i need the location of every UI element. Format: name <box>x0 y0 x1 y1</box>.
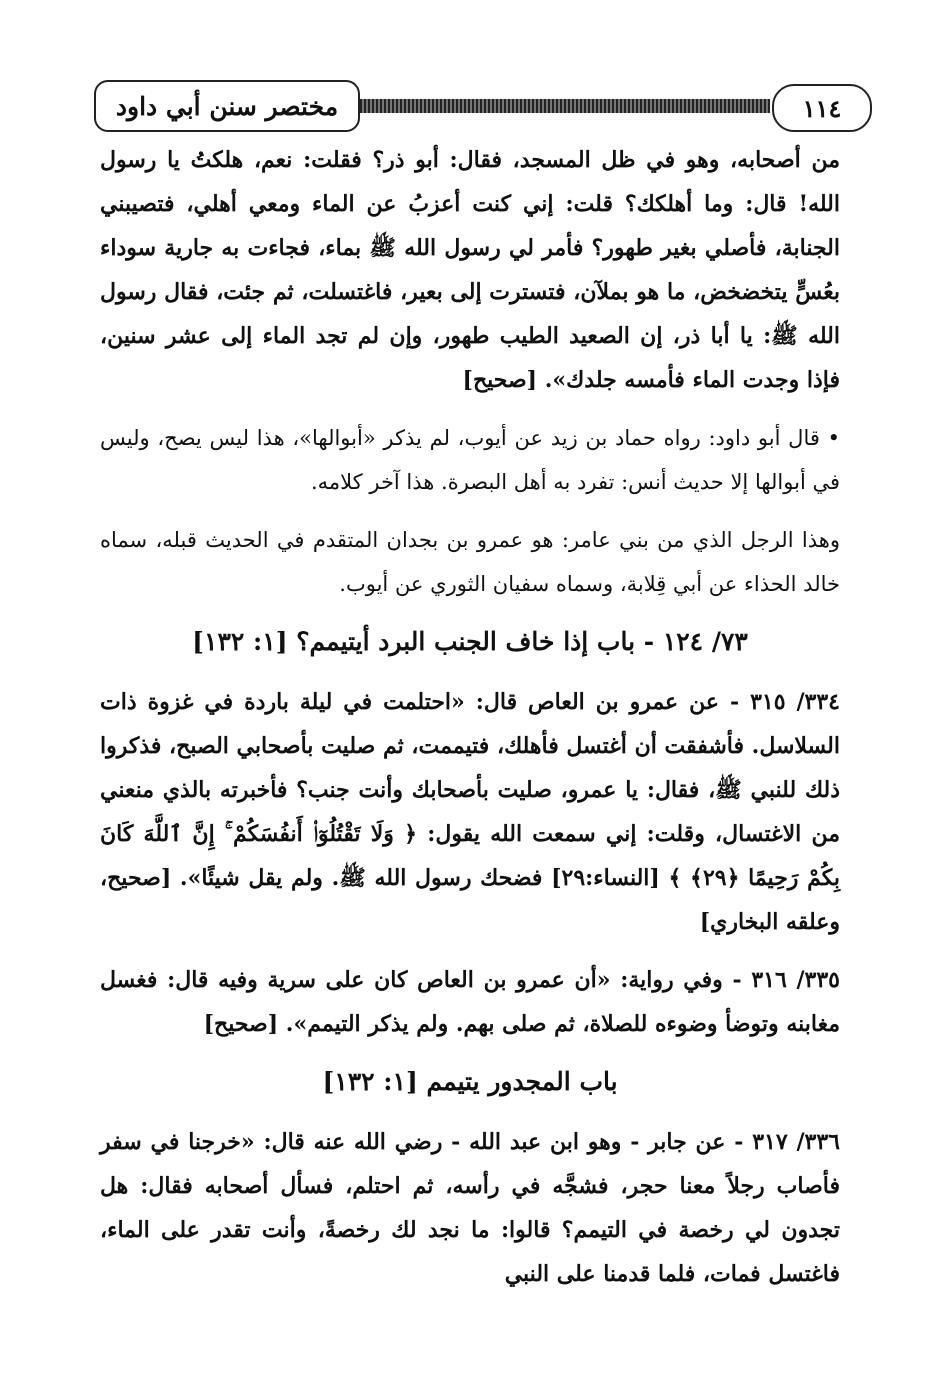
grade-label: [صحيح] <box>203 1011 279 1037</box>
abu-dawud-note <box>100 416 840 504</box>
paragraph-text: ٣٣٥/ ٣١٦ - وفي رواية: «أن عمرو بن العاص كان على سرية وفيه قال: فغسل مغابنه وتوضأ وضوءه للصلاة، ثم صلى بهم. ولم يذكر التيمم». <box>100 967 840 1037</box>
grade-label: [صحيح] <box>462 367 538 393</box>
chapter-heading: ٧٣/ ١٢٤ - باب إذا خاف الجنب البرد أيتيمم؟ [١: ١٣٢] <box>192 627 748 656</box>
commentary-paragraph <box>100 518 840 606</box>
paragraph-text: ٣٣٤/ ٣١٥ - عن عمرو بن العاص قال: «احتلمت في ليلة باردة في غزوة ذات السلاسل. فأشفقت أن أغتسل فأهلك، فتيممت، ثم صليت بأصحابي الصبح، فذكروا ذلك للنبي ﷺ، فقال: يا عمرو، صليت بأصحابك وأنت جنب؟ فأخبرته بالذي منعني من الاغتسال، وقلت: إني سمعت الله يقول: ﴿ وَلَا تَقْتُلُوٓا۟ أَنفُسَكُمْ ۚ إِنَّ ٱللَّهَ كَانَ بِكُمْ رَحِيمًا ﴿٢٩﴾ ﴾ [النساء:٢٩] فضحك رسول الله ﷺ. ولم يقل شيئًا». <box>99 689 840 891</box>
paragraph-text: • قال أبو داود: رواه حماد بن زيد عن أيوب، لم يذكر «أبوالها»، هذا ليس يصح، وليس في أبوالها إلا حديث أنس: تفرد به أهل البصرة. هذا آخر كلامه. <box>100 426 840 494</box>
hadith-paragraph <box>100 680 840 944</box>
paragraph-text: وهذا الرجل الذي من بني عامر: هو عمرو بن بجدان المتقدم في الحديث قبله، سماه خالد الحذاء عن أبي قِلابة، وسماه سفيان الثوري عن أيوب. <box>100 528 840 596</box>
grade-label: [صحيح، وعلقه البخاري] <box>100 865 840 935</box>
page-body <box>100 138 840 1310</box>
book-title: مختصر سنن أبي داود <box>94 80 360 132</box>
page-header <box>90 80 880 132</box>
paragraph-text: من أصحابه، وهو في ظل المسجد، فقال: أبو ذر؟ فقلت: نعم، هلكتُ يا رسول الله! قال: وما أهلكك؟ قلت: إني كنت أعزبُ عن الماء ومعي أهلي، فتصيبني الجنابة، فأصلي بغير طهور؟ فأمر لي رسول الله ﷺ بماء، فجاءت به جارية سوداء بعُسٍّ يتخضخض، ما هو بملآن، فتسترت إلى بعير، فاغتسلت، ثم جئت، فقال رسول الله ﷺ: يا أبا ذر، إن الصعيد الطيب طهور، وإن لم تجد الماء إلى عشر سنين، فإذا وجدت الماء فأمسه جلدك». <box>100 147 840 393</box>
header-rule <box>360 99 770 113</box>
page-number: ١١٤ <box>772 84 872 132</box>
hadith-continuation <box>100 138 840 402</box>
hadith-paragraph <box>100 1120 840 1296</box>
chapter-heading: باب المجدور يتيمم [١: ١٣٢] <box>322 1067 618 1096</box>
hadith-paragraph <box>100 958 840 1046</box>
paragraph-text: ٣٣٦/ ٣١٧ - عن جابر - وهو ابن عبد الله - رضي الله عنه قال: «خرجنا في سفر فأصاب رجلاً معنا حجر، فشجَّه في رأسه، ثم احتلم، فسأل أصحابه فقال: هل تجدون لي رخصة في التيمم؟ قالوا: ما نجد لك رخصةً، وأنت تقدر على الماء، فاغتسل فمات، فلما قدمنا على النبي <box>100 1129 840 1287</box>
